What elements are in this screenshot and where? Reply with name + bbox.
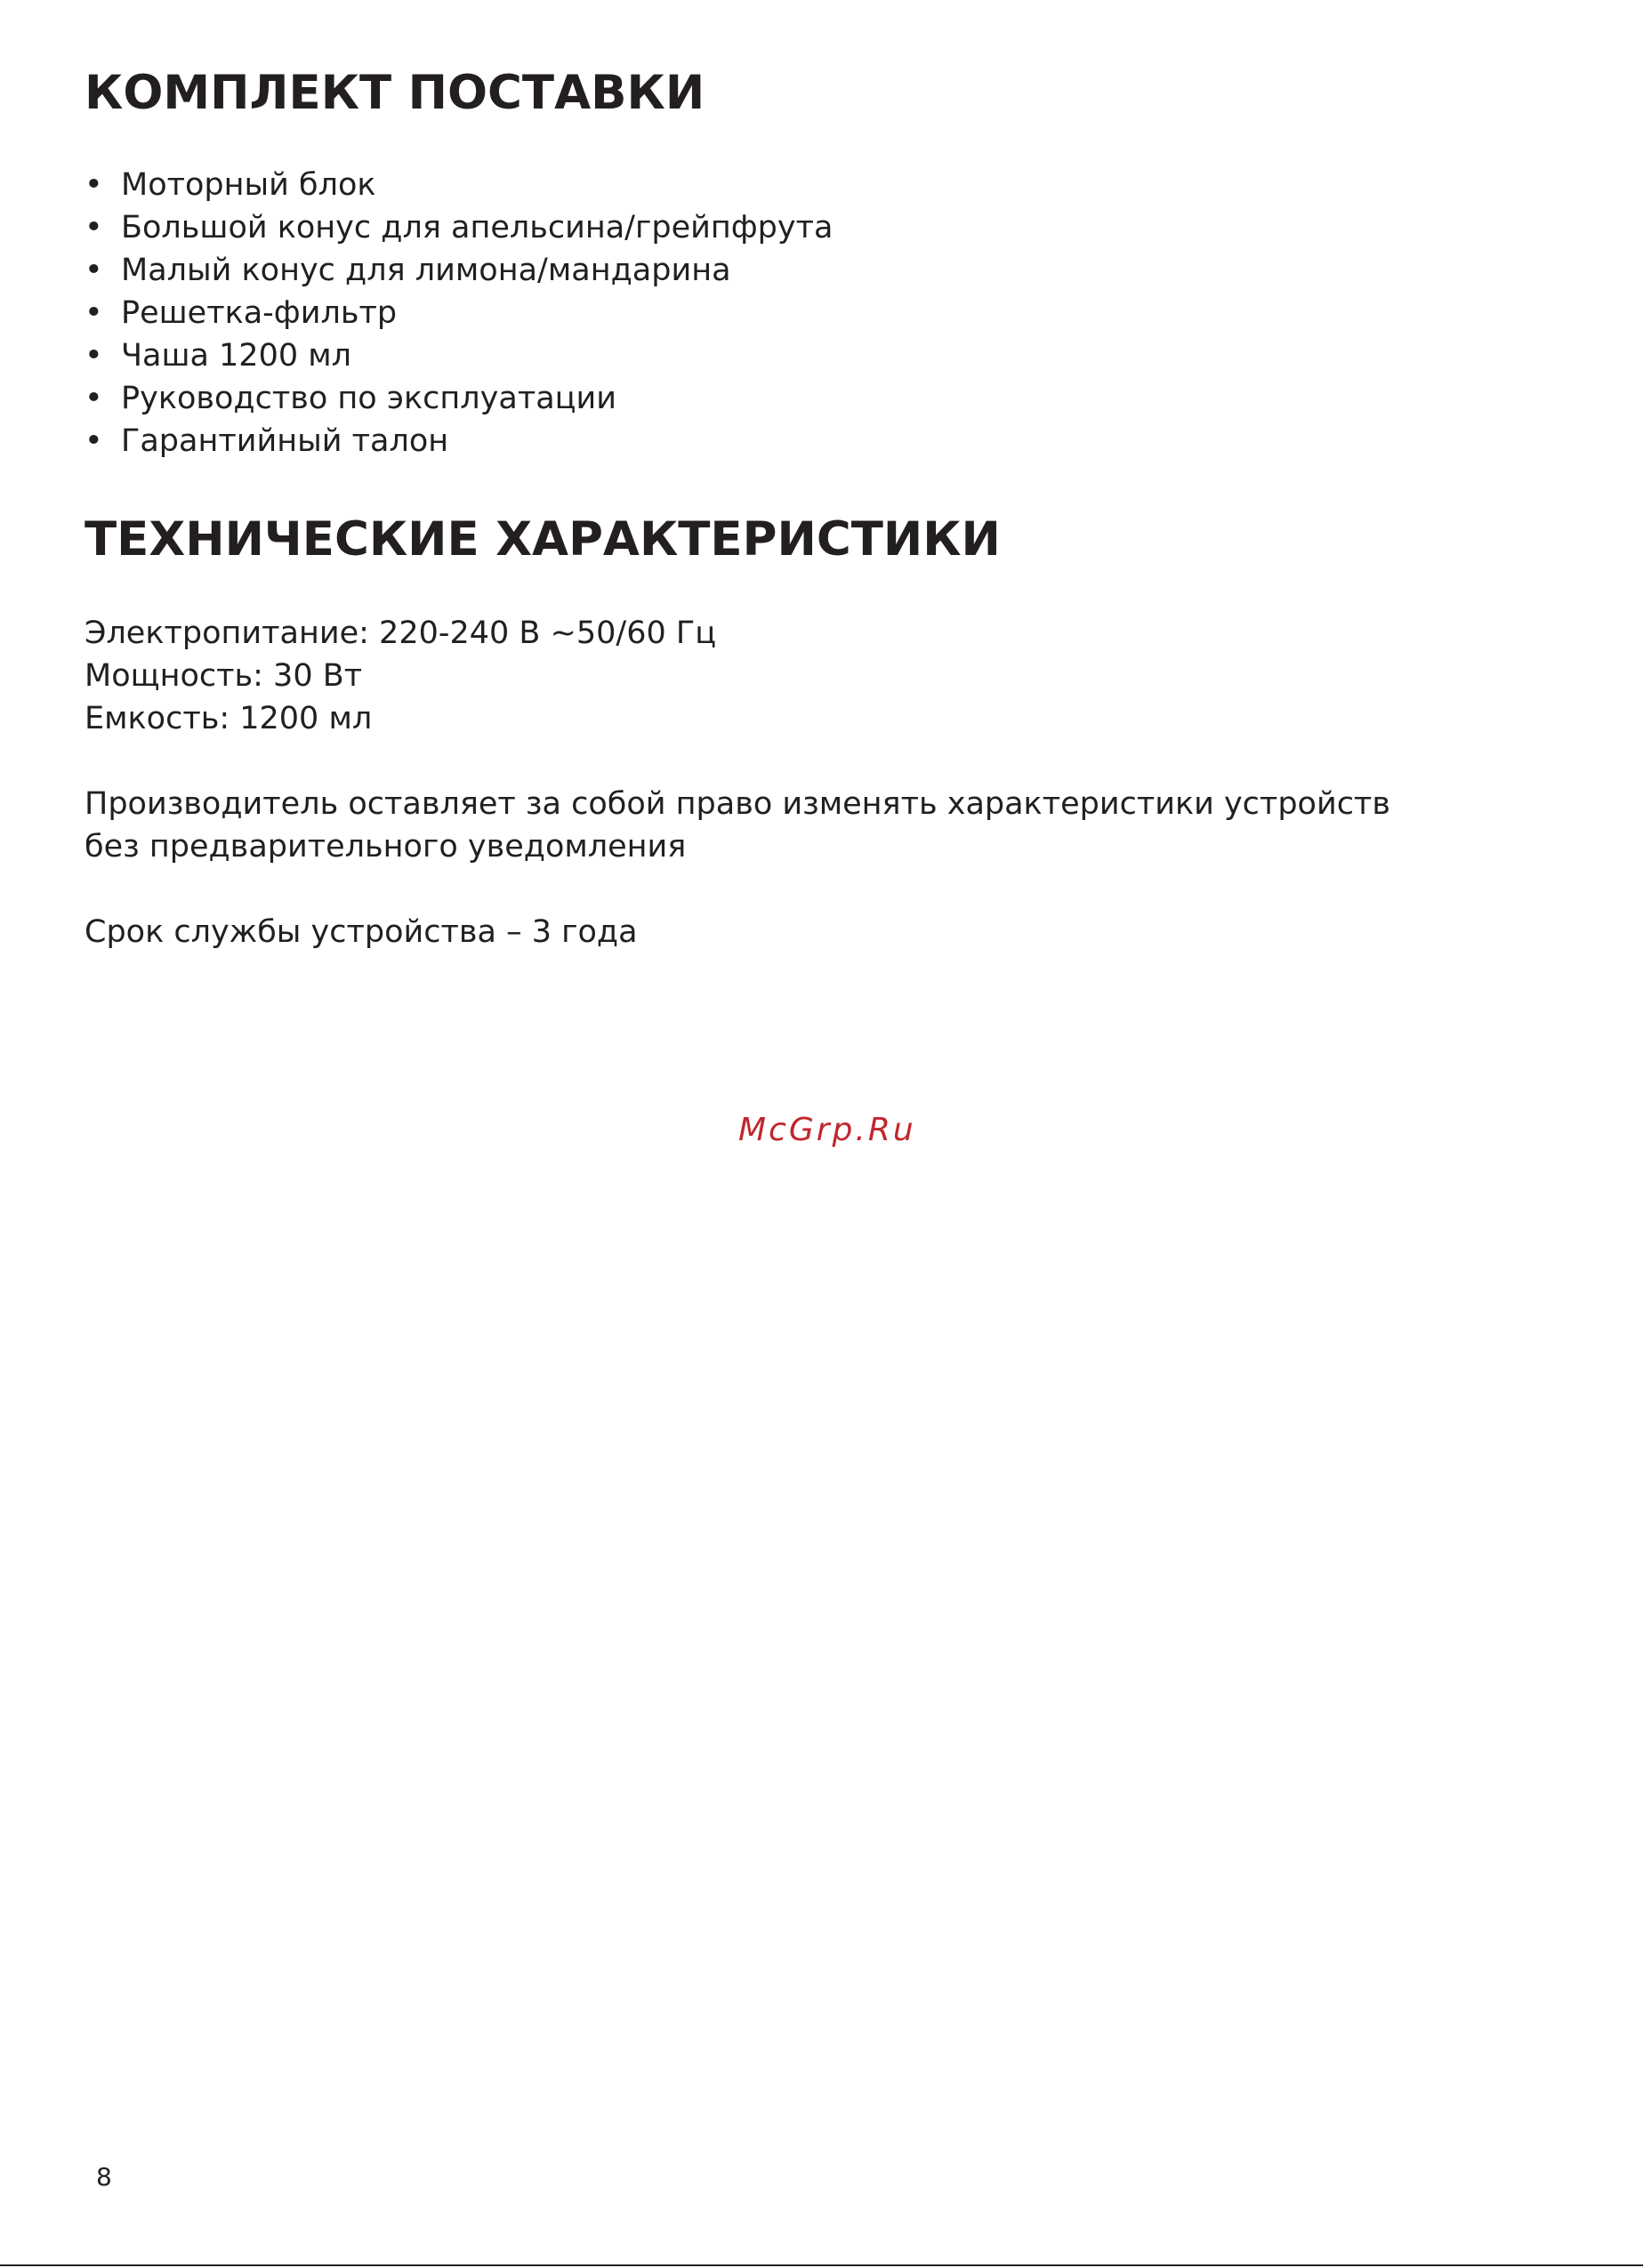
power-text: Мощность: 30 Вт <box>85 658 363 694</box>
capacity-text: Емкость: 1200 мл <box>85 701 373 736</box>
list-item <box>85 334 833 377</box>
list-item <box>85 377 833 420</box>
kit-item-label: Решетка-фильтр <box>121 295 398 331</box>
kit-item-label: Малый конус для лимона/мандарина <box>121 253 731 288</box>
list-item <box>85 420 833 462</box>
bullet-icon: • <box>85 381 103 416</box>
disclaimer-block <box>85 783 1390 868</box>
disclaimer-line: Производитель оставляет за собой право изменять характеристики устройств <box>85 786 1390 822</box>
kit-item-label: Гарантийный талон <box>121 423 449 459</box>
list-item <box>85 206 833 249</box>
bullet-icon: • <box>85 295 103 331</box>
kit-item-label: Моторный блок <box>121 167 376 203</box>
kit-heading: КОМПЛЕКТ ПОСТАВКИ <box>85 66 705 120</box>
list-item <box>85 164 833 206</box>
bottom-divider <box>0 2264 1643 2266</box>
list-item <box>85 292 833 334</box>
bullet-icon: • <box>85 253 103 288</box>
kit-item-label: Чаша 1200 мл <box>121 338 352 374</box>
bullet-icon: • <box>85 338 103 374</box>
page-number: 8 <box>96 2162 112 2192</box>
disclaimer-line: без предварительного уведомления <box>85 829 687 865</box>
lifetime-text: Срок службы устройства – 3 года <box>85 914 638 950</box>
kit-item-label: Руководство по эксплуатации <box>121 381 616 416</box>
bullet-icon: • <box>85 423 103 459</box>
bullet-icon: • <box>85 167 103 203</box>
kit-item-label: Большой конус для апельсина/грейпфрута <box>121 210 834 245</box>
power-supply-text: Электропитание: 220-240 В ~50/60 Гц <box>85 615 717 651</box>
specs-heading: ТЕХНИЧЕСКИЕ ХАРАКТЕРИСТИКИ <box>85 512 1001 567</box>
kit-list <box>85 164 833 462</box>
bullet-icon: • <box>85 210 103 245</box>
watermark: McGrp.Ru <box>738 1112 916 1148</box>
specs-block <box>85 612 716 740</box>
list-item <box>85 249 833 292</box>
